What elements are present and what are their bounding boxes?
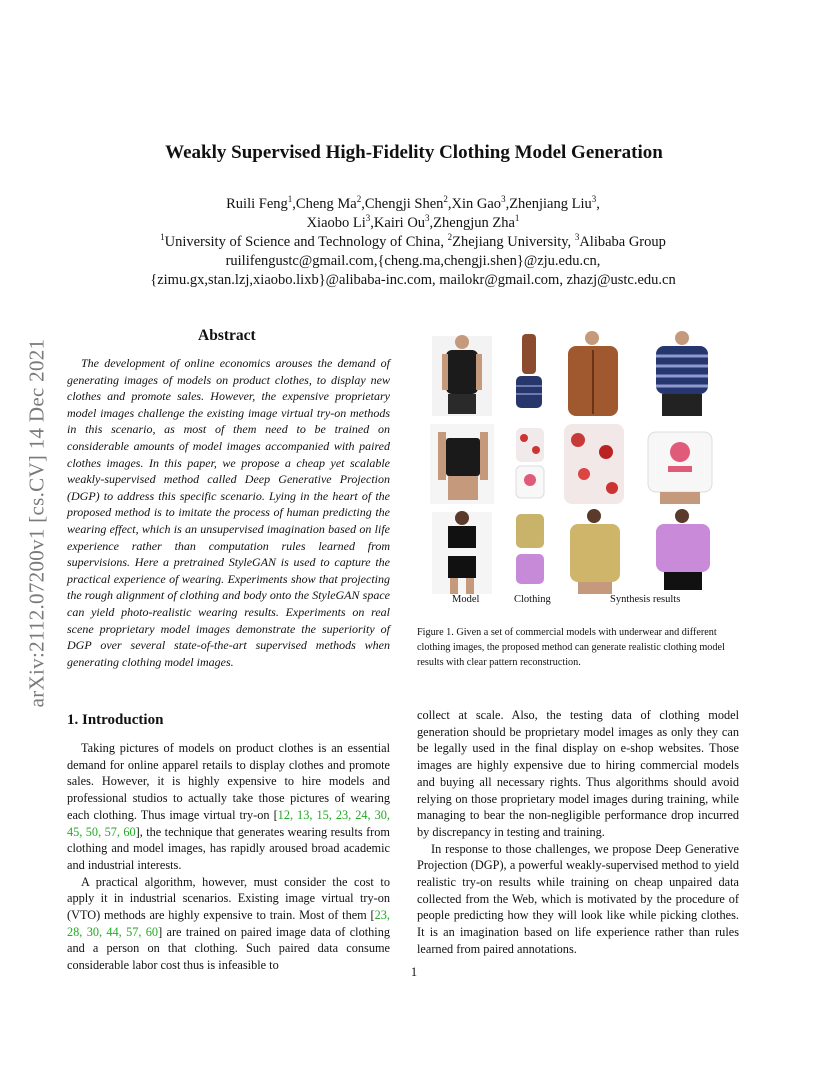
clothing-floral-blouse	[516, 428, 544, 462]
synthesis-graphic-tee	[648, 432, 712, 504]
affiliations: $^1$University of Science and Technology of China, $^2$Zhejiang University, $^3$Alibaba Group	[160, 232, 666, 250]
synthesis-floral-blouse	[564, 424, 624, 504]
page-number: 1	[410, 965, 418, 979]
figure-label-synthesis: Synthesis results	[610, 594, 681, 605]
section-heading: 1. Introduction	[67, 712, 164, 728]
clothing-graphic-tee	[516, 466, 544, 498]
intro-paragraph-1: Taking pictures of models on product clothes is an essential demand for online apparel retails to display clothes and promote sales. However, it is highly expensive to hire models and professional studios to actually take those pictures of wearing each clothing. Thus image virtual try-on [12, 13, 15, 23, 24, 30, 45, 50, 57, 60], the technique that generates wearing results from clothing and model images, has rapidly aroused broad academic and industrial interests.	[67, 741, 390, 872]
abstract-heading: Abstract	[198, 327, 256, 344]
synthesis-print-blouse	[570, 509, 620, 594]
author-block	[60, 195, 766, 290]
clothing-purple-sweater	[516, 554, 544, 584]
intro-left-column	[67, 740, 390, 974]
figure-caption: Figure 1. Given a set of commercial models with underwear and different clothing images, the proposed method can generate realistic clothing model results with clear pattern reconstruction.	[417, 627, 725, 668]
figure-label-model: Model	[452, 594, 480, 605]
paper-title: Weakly Supervised High-Fidelity Clothing Model Generation	[165, 142, 663, 163]
emails-line-2: {zimu.gx,stan.lzj,xiaobo.lixb}@alibaba-inc.com, mailokr@gmail.com, zhazj@ustc.edu.cn	[150, 272, 676, 288]
intro-paragraph-2: A practical algorithm, however, must consider the cost to apply it in industrial scenarios. Existing image virtual try-on (VTO) methods are highly expensive to train. Most of them [23, 28, 30, 44, 57, 60] are trained on paired image data of clothing and a person on that clothing. Such paired data consume considerable labor cost thus is infeasible to	[67, 874, 391, 973]
abstract-text: The development of online economics arouses the demand of generating images of models on product clothes, to display new clothes and promote sales. However, the expensive proprietary model images challenge the existing image virtual try-on methods in this scenario, as most of them need to be trained on considerable amounts of model images accompanied with paired clothes images. In this paper, we propose a cheap yet scalable weakly-supervised method called Deep Generative Projection (DGP) to address this specific scenario. Lying in the heart of the proposed method is to imitate the process of human predicting the wearing effect, which is an unsupervised imagination based on life experience rather than computation rules learned from supervisions. Here a pretrained StyleGAN is used to capture the practical experience of wearing. Experiments show that projecting the rough alignment of clothing and body onto the StyleGAN space can yield photo-realistic wearing results. Experiments on real scene proprietary model images demonstrate the superiority of DGP over several state-of-the-art supervised methods when generating clothing model images.	[67, 356, 390, 669]
emails-line-1: ruilifengustc@gmail.com,{cheng.ma,chengji.shen}@zju.edu.cn,	[225, 253, 601, 269]
model-photo-3	[432, 511, 492, 594]
clothing-print-blouse	[516, 514, 544, 548]
intro-paragraph-3: collect at scale. Also, the testing data of clothing model generation should be proprietary model images as only they can be legally used in the final display on e-shop websites. Those images are highly expensive due to hiring commercial models and buying all necessary rights. Thus algorithms should avoid relying on those proprietary model images during training, while managing to bear the non-negligible performance drop incurred by discrepancy in testing and training.	[417, 708, 739, 839]
figure-label-clothing: Clothing	[514, 594, 551, 605]
author-line-2: Xiaobo Li$^3$,Kairi Ou$^3$,Zhengjun Zha$^1$	[306, 213, 520, 231]
synthesis-purple-sweater	[656, 509, 710, 590]
model-photo-2	[430, 424, 494, 504]
clothing-coat-1	[522, 334, 536, 374]
author-line-1: Ruili Feng$^1$,Cheng Ma$^2$,Chengji Shen$^2$,Xin Gao$^3$,Zhenjiang Liu$^3$,	[226, 194, 600, 212]
intro-right-column	[417, 707, 739, 958]
synthesis-polo-1	[656, 331, 708, 416]
arxiv-stamp: arXiv:2112.07200v1 [cs.CV] 14 Dec 2021	[24, 338, 49, 708]
intro-paragraph-4: In response to those challenges, we propose Deep Generative Projection (DGP), a powerful weakly-supervised method to yield realistic try-on results while training on cheap unpaired data collected from the Web, which is motivated by the procedure of people predicting how they will look like while picking clothes. It is an imagination based on life experience rather than rules learned from paired annotations.	[417, 841, 739, 956]
clothing-polo-1	[516, 376, 542, 408]
model-photo-1	[432, 335, 492, 416]
citation-list-2[interactable]: 23, 28, 30, 44, 57, 60	[67, 908, 390, 939]
citation-list-1[interactable]: 12, 13, 15, 23, 24, 30, 45, 50, 57, 60	[67, 807, 390, 839]
figure-1-image	[424, 328, 734, 596]
synthesis-coat-1	[568, 331, 618, 416]
